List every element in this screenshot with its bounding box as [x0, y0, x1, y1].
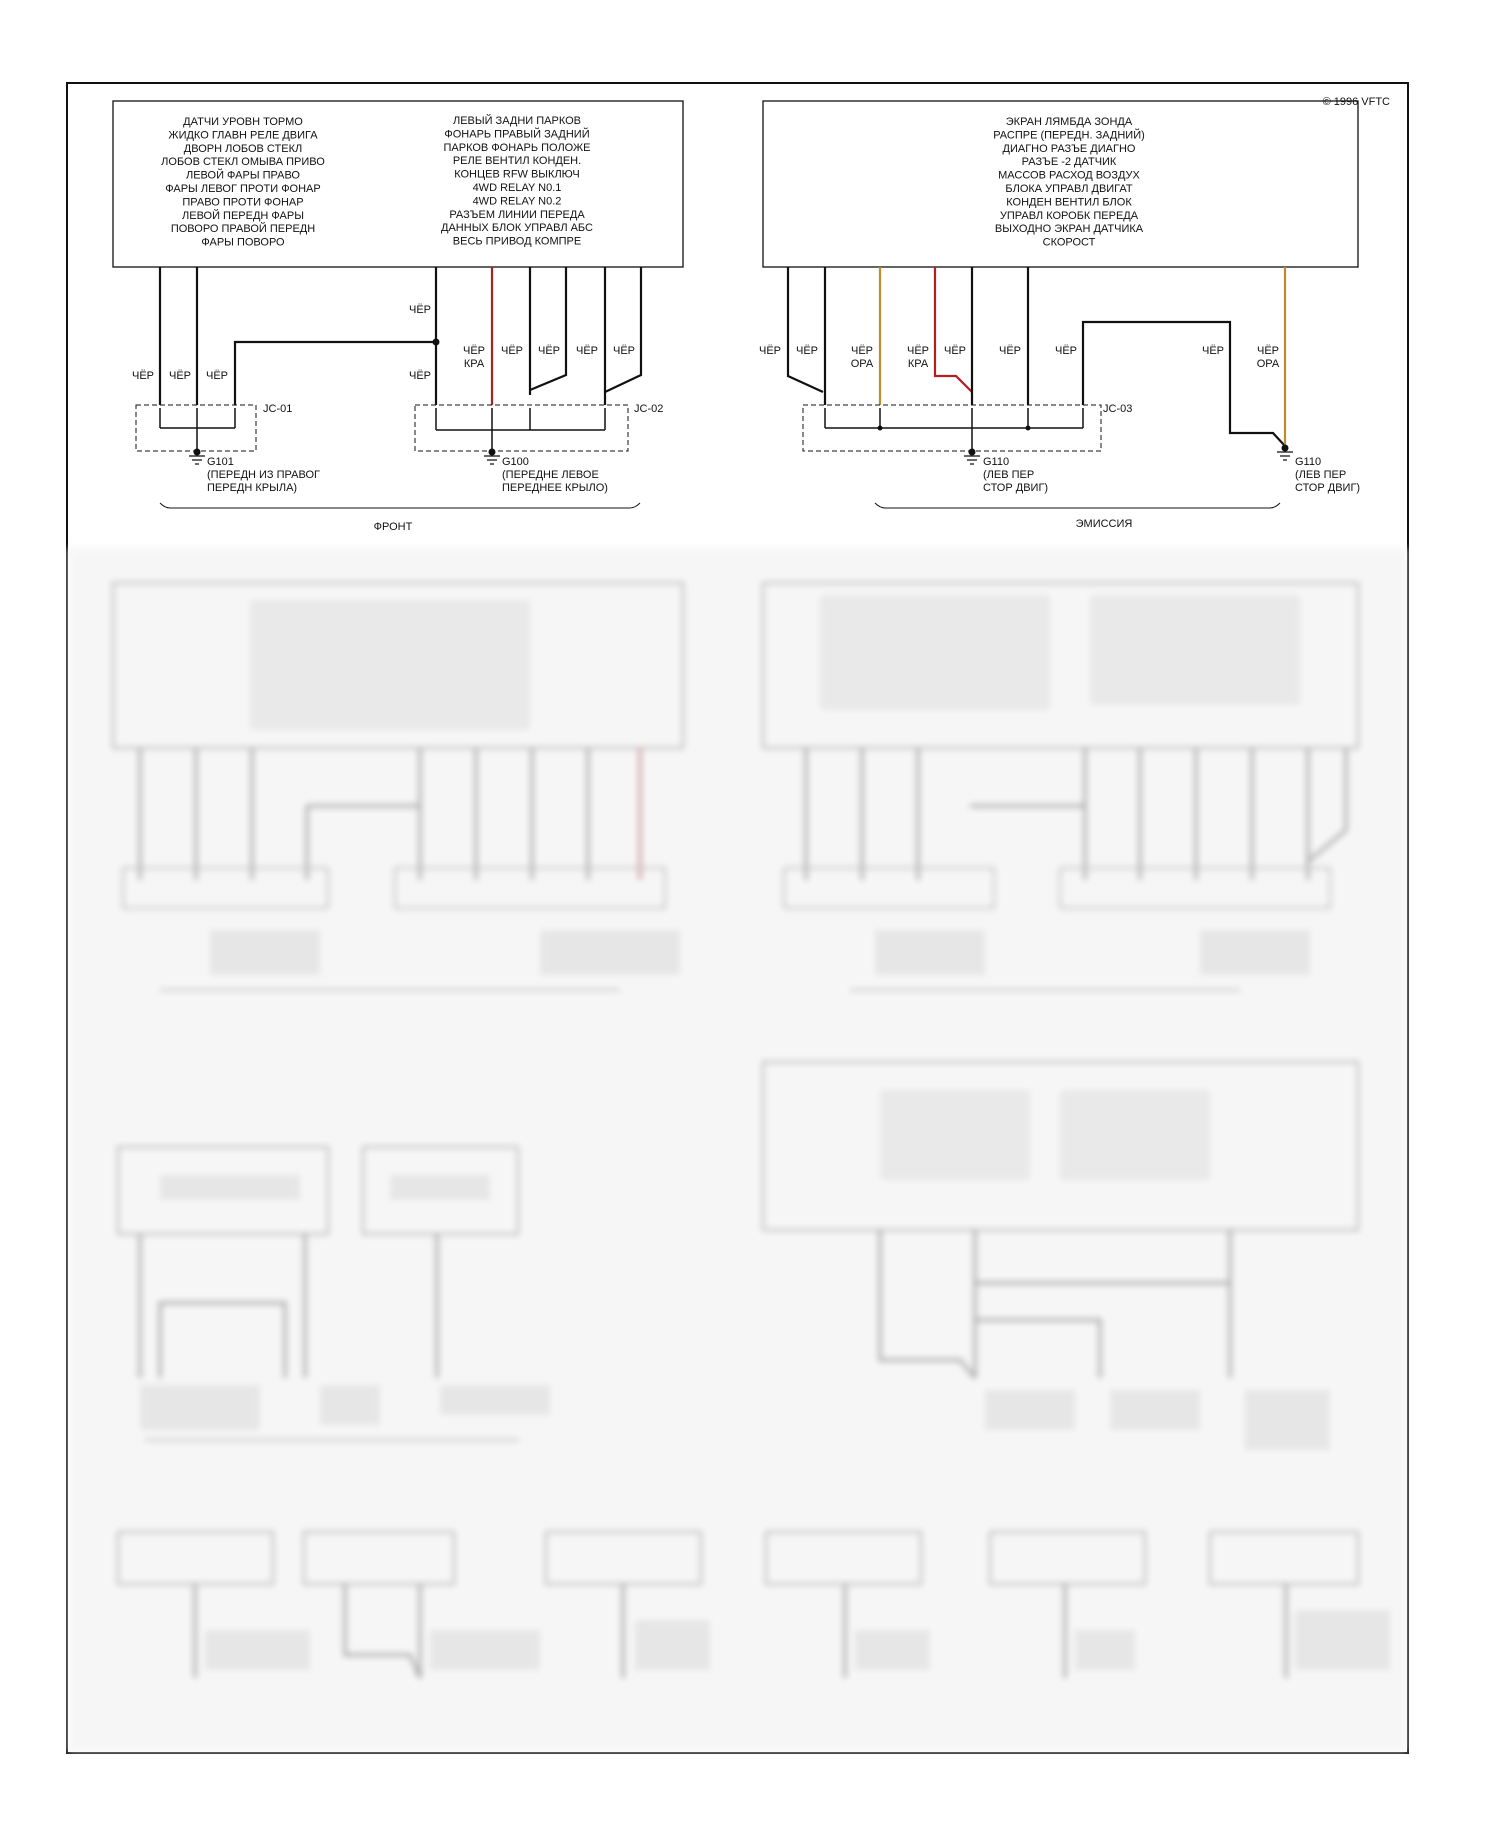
ground-g110-label [983, 456, 1048, 494]
component-text-line: КОНДЕН ВЕНТИЛ БЛОК [1006, 196, 1132, 209]
ground-symbol [484, 456, 500, 464]
svg-text:G100: G100 [502, 456, 529, 468]
wire [1083, 322, 1285, 446]
splice-dot [1282, 445, 1289, 452]
section-label-emission: ЭМИССИЯ [1075, 518, 1133, 530]
component-text-line: ФОНАРЬ ПРАВЫЙ ЗАДНИЙ [444, 128, 590, 141]
wire [530, 267, 566, 390]
copyright-text: © 1996 VFTC [1322, 96, 1390, 108]
junction-connector-jc02 [415, 405, 628, 451]
component-text-line: ДВОРН ЛОБОВ СТЕКЛ [183, 142, 303, 155]
splice-dot [194, 449, 201, 456]
front-section [113, 101, 683, 533]
wire-label: ЧЁР [758, 345, 782, 357]
wire-label: ЧЁР [537, 345, 561, 357]
svg-text:(ЛЕВ ПЕР: (ЛЕВ ПЕР [1295, 469, 1347, 481]
section-label-front: ФРОНТ [373, 521, 413, 533]
emission-component-text [993, 116, 1145, 249]
component-text-line: ЛОБОВ СТЕКЛ ОМЫВА ПРИВО [161, 156, 325, 169]
ground-g100-label [502, 456, 608, 494]
wire-label: ЧЁР [205, 370, 229, 382]
svg-text:(ПЕРЕДНЕ ЛЕВОЕ: (ПЕРЕДНЕ ЛЕВОЕ [502, 469, 599, 481]
wire-label: ЧЁР [408, 370, 432, 382]
splice-dot [489, 449, 496, 456]
component-text-line: БЛОКА УПРАВЛ ДВИГАТ [1005, 183, 1133, 195]
ground-g101-label [207, 456, 320, 494]
wire-label: ЧЁР [500, 345, 524, 357]
obscured-diagram-area [68, 548, 1407, 1752]
bus-bar [825, 408, 1083, 452]
component-text-line: ПОВОРО ПРАВОЙ ПЕРЕДН [170, 223, 316, 236]
component-text-line: РЕЛЕ ВЕНТИЛ КОНДЕН. [452, 155, 582, 168]
component-text-line: ЭКРАН ЛЯМБДА ЗОНДА [1005, 116, 1133, 128]
component-text-line: РАЗЪЕМ ЛИНИИ ПЕРЕДА [449, 208, 585, 221]
component-text-line: ЛЕВЫЙ ЗАДНИ ПАРКОВ [452, 115, 582, 127]
wire-label: ЧЁР [408, 304, 432, 316]
front-right-component-text [441, 114, 593, 248]
section-bracket [875, 503, 1280, 508]
component-text-line: МАССОВ РАСХОД ВОЗДУХ [998, 169, 1140, 182]
component-text-line: ДАННЫХ БЛОК УПРАВЛ АБС [441, 222, 593, 235]
bus-bar [160, 408, 235, 452]
wire-label: ЧЁР [168, 370, 192, 382]
wire-label: ЧЁР [462, 345, 486, 357]
ground-symbol [964, 456, 980, 464]
wire-label: ЧЁР [850, 345, 874, 357]
wire-label: ЧЁР [575, 345, 599, 357]
component-text-line: УПРАВЛ КОРОБК ПЕРЕДА [999, 209, 1139, 222]
svg-text:ПЕРЕДНЕЕ КРЫЛО): ПЕРЕДНЕЕ КРЫЛО) [502, 482, 608, 494]
component-text-line: ЖИДКО ГЛАВН РЕЛЕ ДВИГА [168, 129, 318, 142]
component-text-line: ЛЕВОЙ ФАРЫ ПРАВО [185, 169, 301, 182]
wire-label: КРА [463, 358, 485, 370]
jc02-label: JC-02 [634, 403, 664, 415]
wire-label: ЧЁР [1201, 345, 1225, 357]
wire-label: ЧЁР [795, 345, 819, 357]
wire-label: ОРА [1256, 358, 1280, 370]
jc01-label: JC-01 [263, 403, 293, 415]
ground-g110-far-label [1295, 456, 1360, 494]
wire-red [935, 267, 972, 392]
component-text-line: РАСПРЕ (ПЕРЕДН. ЗАДНИЙ) [993, 129, 1145, 142]
splice-dot [433, 339, 440, 346]
svg-text:(ПЕРЕДН ИЗ ПРАВОГ: (ПЕРЕДН ИЗ ПРАВОГ [207, 469, 320, 481]
wire-label: КРА [907, 358, 929, 370]
component-text-line: 4WD RELAY N0.1 [472, 182, 562, 194]
svg-text:G110: G110 [983, 456, 1010, 468]
component-text-line: ВЕСЬ ПРИВОД КОМПРЕ [452, 235, 582, 248]
ground-symbol [189, 456, 205, 464]
component-text-line: ФАРЫ ПОВОРО [201, 236, 285, 249]
svg-text:СТОР ДВИГ): СТОР ДВИГ) [1295, 482, 1361, 494]
wire-label: ЧЁР [1256, 345, 1280, 357]
component-text-line: ДИАГНО РАЗЪЕ ДИАГНО [1002, 142, 1136, 155]
component-text-line: ЛЕВОЙ ПЕРЕДН ФАРЫ [182, 209, 304, 222]
emission-section [759, 101, 1360, 530]
component-text-line: ВЫХОДНО ЭКРАН ДАТЧИКА [994, 223, 1144, 236]
component-text-line: 4WD RELAY N0.2 [472, 195, 562, 208]
svg-text:СТОР ДВИГ): СТОР ДВИГ) [983, 482, 1049, 494]
svg-text:ПЕРЕДН КРЫЛА): ПЕРЕДН КРЫЛА) [207, 482, 298, 494]
section-bracket [160, 503, 640, 508]
component-text-line: СКОРОСТ [1042, 236, 1096, 249]
wire-label: ЧЁР [131, 370, 155, 382]
svg-text:G101: G101 [207, 456, 234, 468]
wire-label: ОРА [850, 358, 874, 370]
svg-text:G110: G110 [1295, 456, 1322, 468]
ground-symbol [1277, 452, 1293, 460]
component-text-line: ДАТЧИ УРОВН ТОРМО [183, 116, 303, 128]
component-text-line: ФАРЫ ЛЕВОГ ПРОТИ ФОНАР [165, 183, 321, 195]
component-text-line: РАЗЪЕ -2 ДАТЧИК [1021, 156, 1117, 169]
wire-label: ЧЁР [906, 345, 930, 357]
splice-dot [1026, 426, 1031, 431]
component-text-line: ПРАВО ПРОТИ ФОНАР [182, 196, 304, 209]
front-left-component-text [161, 116, 325, 249]
wire [605, 267, 641, 392]
wire [235, 342, 436, 405]
splice-dot [878, 426, 883, 431]
splice-dot [969, 449, 976, 456]
wire-label: ЧЁР [998, 345, 1022, 357]
bus-bar [436, 408, 605, 452]
wire-label: ЧЁР [943, 345, 967, 357]
wire-label: ЧЁР [612, 345, 636, 357]
component-text-line: КОНЦЕВ RFW ВЫКЛЮЧ [454, 168, 580, 181]
svg-text:(ЛЕВ ПЕР: (ЛЕВ ПЕР [983, 469, 1035, 481]
jc03-label: JC-03 [1103, 403, 1133, 415]
component-text-line: ПАРКОВ ФОНАРЬ ПОЛОЖЕ [443, 141, 591, 154]
wire-label: ЧЁР [1054, 345, 1078, 357]
wire [788, 267, 823, 392]
